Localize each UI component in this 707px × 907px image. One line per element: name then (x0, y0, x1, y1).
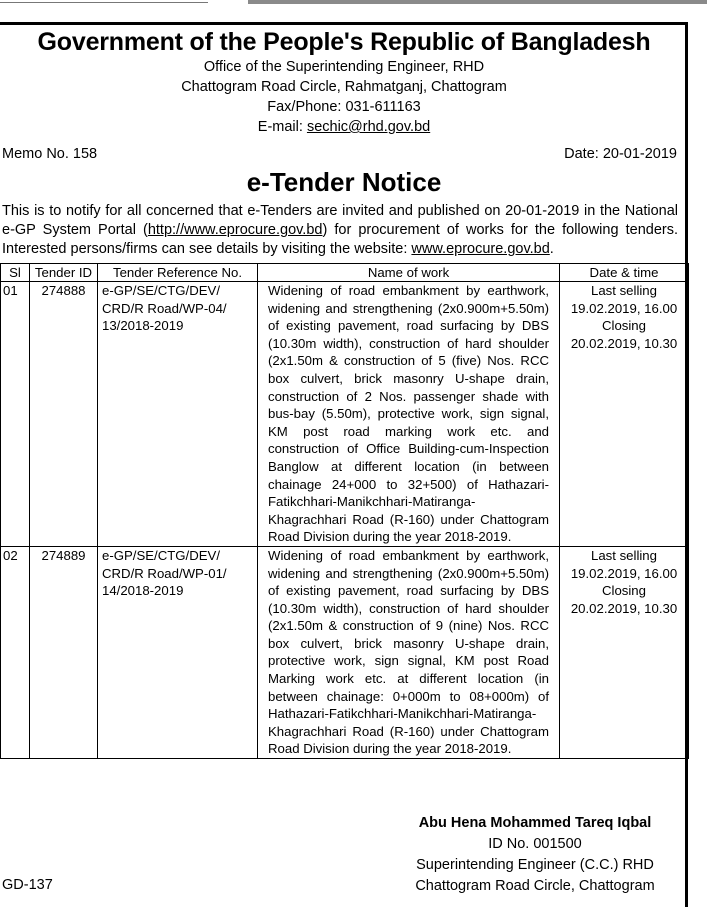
memo-number: Memo No. 158 (2, 146, 98, 162)
last-selling-label: Last selling (591, 547, 657, 563)
cell-work: Widening of road embankment by earthwork, widening and strengthening (2x0.900m+5.50m) of existing pavement, road surfacing by DBS (10.30m width), construction of hard shoulder (2x1.50m & construction of 5 (five) Nos. RCC box culvert, brick masonry U-shape drain, construction of 2 Nos. passenger shade with bus-bay (5.50m), protective work, sign signal, KM post road marking work etc. and construction of Office Building-cum-Inspection Banglow at different location (in between chainage 24+000 to 32+500) of Hathazari-Fatikchhari-Manikchhari-Matiranga-Khagrachhari Road (R-160) under Chattogram Road Division during the year 2018-2019. (258, 282, 560, 547)
footer-code: GD-137 (2, 877, 53, 893)
notice-date: Date: 20-01-2019 (564, 146, 677, 162)
government-title: Government of the People's Republic of Bangladesh (37, 28, 651, 56)
signatory-name: Abu Hena Mohammed Tareq Iqbal (418, 815, 652, 831)
cell-tender-id: 274888 (30, 282, 98, 547)
table-row (1, 546, 689, 758)
table-header-row (1, 264, 689, 282)
cell-reference: e-GP/SE/CTG/DEV/ CRD/R Road/WP-01/ 14/2018-2019 (98, 546, 258, 758)
col-header-reference: Tender Reference No. (98, 264, 258, 282)
page-title: e-Tender Notice (246, 167, 442, 197)
signatory-designation: Superintending Engineer (C.C.) RHD (416, 857, 654, 873)
top-divider-right (248, 0, 707, 4)
website-link[interactable]: www.eprocure.gov.bd (411, 241, 550, 257)
office-name: Office of the Superintending Engineer, RHD (203, 59, 485, 75)
signatory-id: ID No. 001500 (488, 836, 582, 852)
cell-sl: 02 (1, 546, 30, 758)
signatory-office: Chattogram Road Circle, Chattogram (415, 878, 655, 894)
email-link[interactable]: sechic@rhd.gov.bd (306, 119, 431, 135)
intro-paragraph (2, 202, 678, 259)
office-address: Chattogram Road Circle, Rahmatganj, Chattogram (181, 79, 507, 95)
closing-label: Closing (602, 318, 646, 334)
signature-block (410, 813, 660, 897)
col-header-date-time: Date & time (560, 264, 689, 282)
closing-value: 20.02.2019, 10.30 (570, 600, 678, 616)
email-label: E-mail: (257, 119, 307, 135)
last-selling-value: 19.02.2019, 16.00 (570, 565, 678, 581)
portal-link[interactable]: http://www.eprocure.gov.bd (147, 222, 323, 238)
cell-reference: e-GP/SE/CTG/DEV/ CRD/R Road/WP-04/ 13/2018-2019 (98, 282, 258, 547)
cell-date-time (560, 282, 689, 547)
cell-sl: 01 (1, 282, 30, 547)
col-header-tender-id: Tender ID (30, 264, 98, 282)
col-header-work: Name of work (258, 264, 560, 282)
top-divider-left (0, 2, 208, 3)
fax-phone: Fax/Phone: 031-611163 (267, 99, 421, 115)
cell-date-time (560, 546, 689, 758)
closing-value: 20.02.2019, 10.30 (570, 335, 678, 351)
cell-work: Widening of road embankment by earthwork, widening and strengthening (2x0.900m+5.50m) of existing pavement, road surfacing by DBS (10.30m width), construction of hard shoulder (2x1.50m & construction of 9 (nine) Nos. RCC box culvert, brick masonry U-shape drain, protective work, sign signal, KM post Road Marking work etc. at different location (in between chainage: 0+000m to 08+000m) of Hathazari-Fatikchhari-Manikchhari-Matiranga-Khagrachhari Road (R-160) under Chattogram Road Division during the year 2018-2019. (258, 546, 560, 758)
col-header-sl: Sl (1, 264, 30, 282)
intro-text-1: This is to notify for all concerned that e-Tenders are invited and published on 20-01-2019 in the National e-GP System Portal ( (2, 203, 678, 238)
notice-header (0, 27, 688, 137)
email-line (0, 117, 688, 137)
last-selling-label: Last selling (591, 283, 657, 298)
tender-table (0, 263, 689, 759)
last-selling-value: 19.02.2019, 16.00 (570, 300, 678, 316)
intro-text-3: . (549, 241, 554, 257)
table-row (1, 282, 689, 547)
closing-label: Closing (602, 583, 646, 599)
cell-tender-id: 274889 (30, 546, 98, 758)
intro-text-2: ) for procurement of works for the following tenders. Interested persons/firms can see details by visiting the website: (2, 222, 678, 257)
